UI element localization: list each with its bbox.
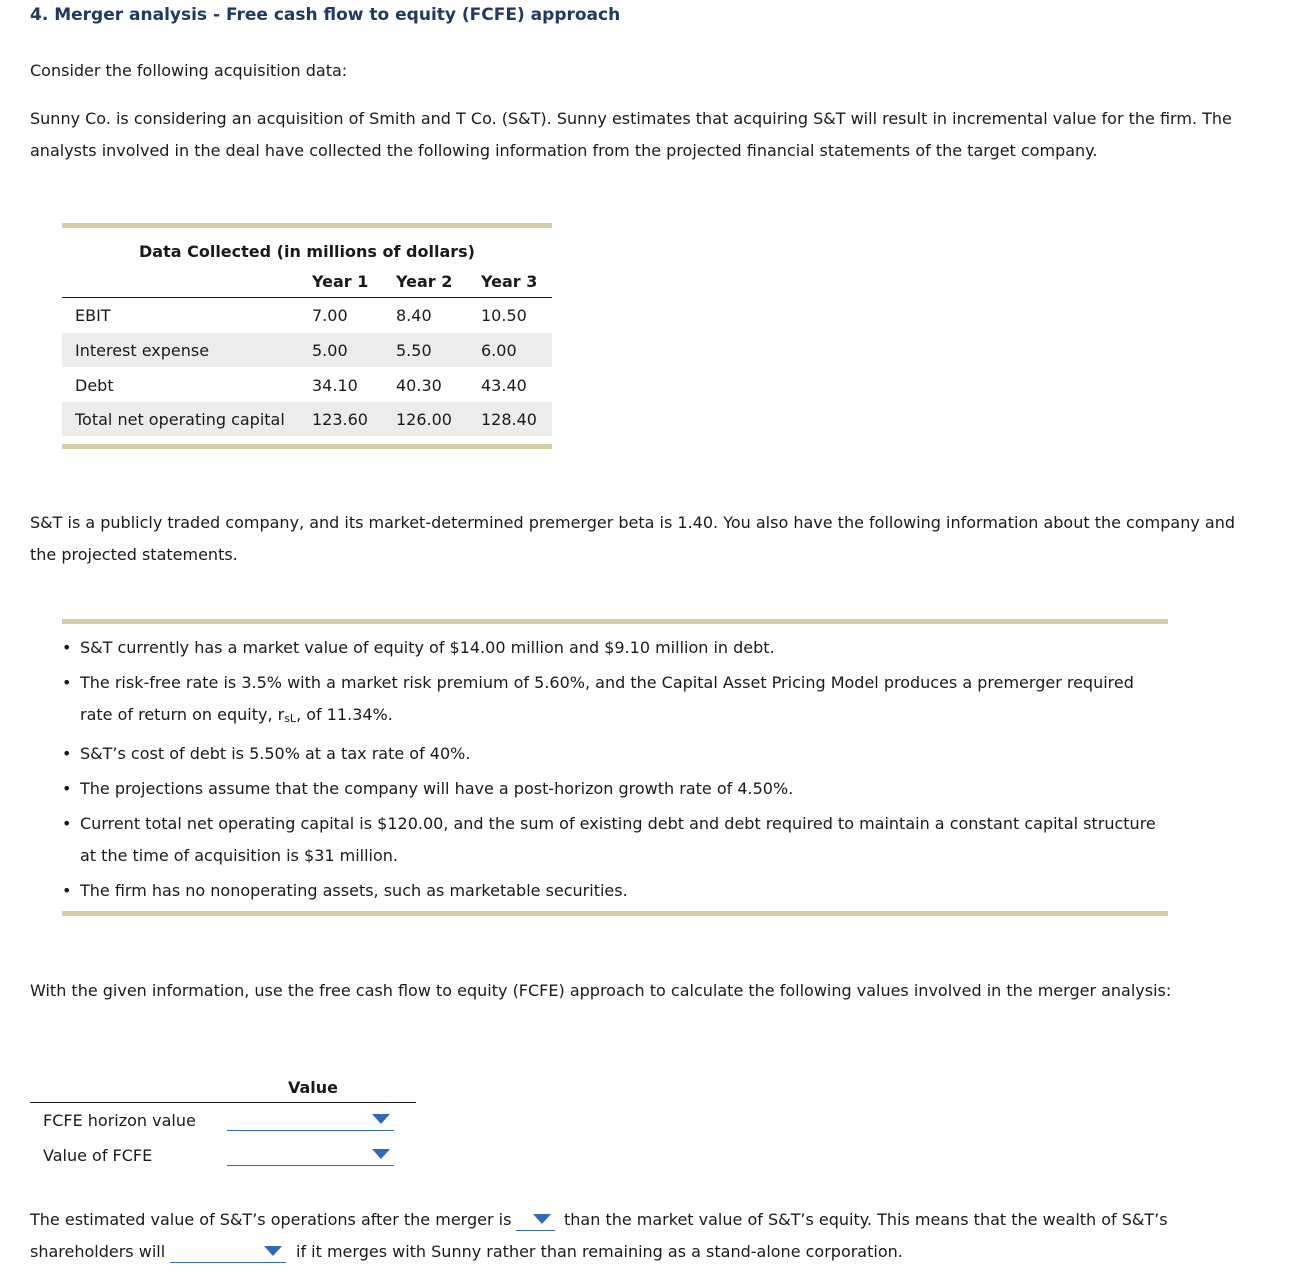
assumptions-list xyxy=(62,632,1168,910)
column-header-year-1: Year 1 xyxy=(312,272,369,291)
table-top-rule xyxy=(62,223,552,228)
instructions-text: With the given information, use the free cash flow to equity (FCFE) approach to calculate the following values involved in the merger analysis: xyxy=(30,981,1172,1000)
row-label-interest-expense: Interest expense xyxy=(75,341,210,360)
bullets-top-rule xyxy=(62,619,1168,624)
chevron-down-icon xyxy=(533,1214,551,1224)
description-line-1: Sunny Co. is considering an acquisition of Smith and T Co. (S&T). Sunny estimates that acquiring S&T will result in incremental value for the firm. The xyxy=(30,109,1232,128)
question-title: 4. Merger analysis - Free cash flow to equity (FCFE) approach xyxy=(30,5,621,25)
chevron-down-icon xyxy=(372,1114,390,1124)
table-cell: 5.50 xyxy=(396,341,432,360)
description-line-2: analysts involved in the deal have collected the following information from the projected financial statements of the target company. xyxy=(30,141,1098,160)
row-label-value-of-fcfe: Value of FCFE xyxy=(43,1146,153,1165)
bullets-bottom-rule xyxy=(62,911,1168,916)
answer-header-divider xyxy=(30,1102,416,1103)
chevron-down-icon xyxy=(372,1149,390,1159)
table-cell: 43.40 xyxy=(481,376,527,395)
fcfe-horizon-value-dropdown[interactable] xyxy=(227,1110,394,1131)
chevron-down-icon xyxy=(264,1246,282,1256)
table-cell: 10.50 xyxy=(481,306,527,325)
conclusion-part-1: The estimated value of S&T’s operations after the merger is xyxy=(30,1210,512,1229)
beta-line-1: S&T is a publicly traded company, and its market-determined premerger beta is 1.40. You also have the following information about the company and xyxy=(30,513,1235,532)
table-cell: 128.40 xyxy=(481,410,537,429)
table-cell: 123.60 xyxy=(312,410,368,429)
list-item: • Current total net operating capital is $120.00, and the sum of existing debt and debt required to maintain a constant capital structure at the time of acquisition is $31 million. xyxy=(62,814,1156,865)
header-divider xyxy=(62,297,552,298)
data-table-title: Data Collected (in millions of dollars) xyxy=(139,242,475,261)
value-of-fcfe-dropdown[interactable] xyxy=(227,1145,394,1166)
row-label-ebit: EBIT xyxy=(75,306,111,325)
table-cell: 126.00 xyxy=(396,410,452,429)
table-cell: 40.30 xyxy=(396,376,442,395)
answer-column-header: Value xyxy=(288,1078,339,1097)
beta-line-2: the projected statements. xyxy=(30,545,238,564)
conclusion-part-4: if it merges with Sunny rather than remaining as a stand-alone corporation. xyxy=(296,1242,903,1261)
row-label-debt: Debt xyxy=(75,376,114,395)
row-label-total-net-operating-capital: Total net operating capital xyxy=(75,410,285,429)
table-cell: 5.00 xyxy=(312,341,348,360)
conclusion-part-3: shareholders will xyxy=(30,1242,166,1261)
table-cell: 7.00 xyxy=(312,306,348,325)
intro-text: Consider the following acquisition data: xyxy=(30,61,348,80)
table-cell: 34.10 xyxy=(312,376,358,395)
row-label-fcfe-horizon-value: FCFE horizon value xyxy=(43,1111,196,1130)
column-header-year-3: Year 3 xyxy=(481,272,538,291)
list-item: • The firm has no nonoperating assets, such as marketable securities. xyxy=(62,881,628,900)
list-item: • S&T currently has a market value of equity of $14.00 million and $9.10 million in debt. xyxy=(62,638,775,657)
wealth-change-dropdown[interactable] xyxy=(170,1242,286,1263)
conclusion-part-2: than the market value of S&T’s equity. This means that the wealth of S&T’s xyxy=(564,1210,1168,1229)
column-header-year-2: Year 2 xyxy=(396,272,453,291)
comparison-dropdown[interactable] xyxy=(516,1210,555,1231)
list-item: • The projections assume that the company will have a post-horizon growth rate of 4.50%. xyxy=(62,779,794,798)
table-cell: 6.00 xyxy=(481,341,517,360)
table-cell: 8.40 xyxy=(396,306,432,325)
table-bottom-rule xyxy=(62,444,552,449)
list-item: • S&T’s cost of debt is 5.50% at a tax rate of 40%. xyxy=(62,744,471,763)
list-item: • The risk-free rate is 3.5% with a market risk premium of 5.60%, and the Capital Asset Pricing Model produces a premerger required rate of return on equity, $r_{sL}$, of 11.34%. xyxy=(62,673,1134,725)
